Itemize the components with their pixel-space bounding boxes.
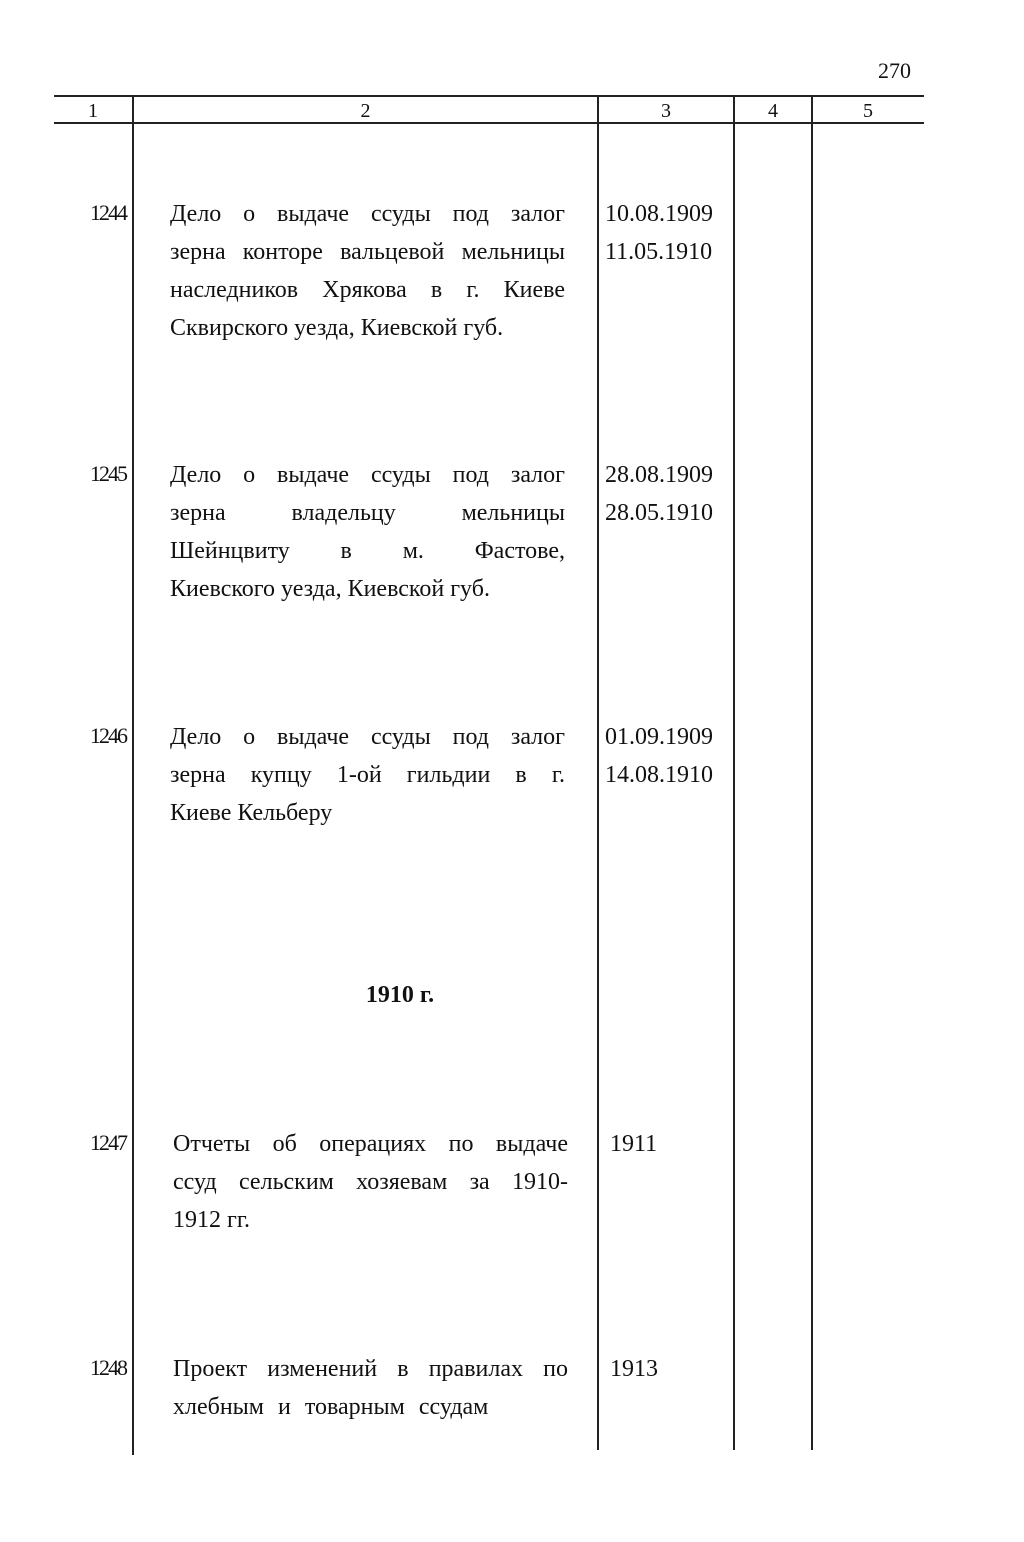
entry-number: 1248 xyxy=(90,1355,126,1380)
entry-description xyxy=(173,1350,568,1426)
column-divider xyxy=(733,95,735,1450)
entry-dates xyxy=(610,1125,657,1163)
date: 11.05.1910 xyxy=(605,239,713,265)
desc-line: наследников Хрякова в г. Киеве xyxy=(170,277,565,303)
desc-line: Киевского уезда, Киевской губ. xyxy=(170,576,490,602)
desc-line: Проект изменений в правилах по xyxy=(173,1356,568,1382)
entry-dates xyxy=(605,718,713,794)
desc-line: Киеве Кельберу xyxy=(170,800,333,826)
entry-dates xyxy=(610,1350,658,1388)
date: 1911 xyxy=(610,1131,658,1157)
entry-description xyxy=(170,456,565,608)
desc-line: ссуд сельским хозяевам за 1910- xyxy=(173,1169,568,1195)
date: 14.08.1910 xyxy=(605,762,713,788)
entry-description xyxy=(170,195,565,347)
entry-number: 1245 xyxy=(90,461,126,486)
column-divider xyxy=(811,95,813,1450)
desc-line: зерна конторе вальцевой мельницы xyxy=(170,239,565,265)
desc-line: Шейнцвиту в м. Фастове, xyxy=(170,538,565,564)
entry-dates xyxy=(605,456,713,532)
column-header-1: 1 xyxy=(88,100,98,122)
date: 01.09.1909 xyxy=(605,724,713,750)
column-divider xyxy=(597,95,599,1450)
desc-line: Дело о выдаче ссуды под залог xyxy=(170,462,565,488)
date: 28.05.1910 xyxy=(605,500,713,526)
entry-number: 1244 xyxy=(90,200,126,225)
column-header-2: 2 xyxy=(360,100,371,122)
column-divider xyxy=(132,95,134,1455)
page-number: 270 xyxy=(878,58,911,83)
column-header-4: 4 xyxy=(768,100,778,122)
desc-line: 1912 гг. xyxy=(173,1207,250,1233)
entry-description xyxy=(170,718,565,832)
entry-dates xyxy=(605,195,713,271)
entry-number: 1247 xyxy=(90,1130,126,1155)
column-header-5: 5 xyxy=(863,100,873,122)
date: 28.08.1909 xyxy=(605,462,713,488)
desc-line: Сквирского уезда, Киевской губ. xyxy=(170,315,504,341)
desc-line: Отчеты об операциях по выдаче xyxy=(173,1131,568,1157)
table-top-rule xyxy=(54,95,924,97)
entry-description xyxy=(173,1125,568,1239)
desc-line: зерна купцу 1-ой гильдии в г. xyxy=(170,762,565,788)
desc-line: зерна владельцу мельницы xyxy=(170,500,565,526)
section-heading: 1910 г. xyxy=(365,982,435,1008)
desc-line: хлебным и товарным ссудам xyxy=(173,1394,489,1420)
entry-number: 1246 xyxy=(90,723,126,748)
date: 1913 xyxy=(610,1356,658,1382)
desc-line: Дело о выдаче ссуды под залог xyxy=(170,724,565,750)
date: 10.08.1909 xyxy=(605,201,713,227)
desc-line: Дело о выдаче ссуды под залог xyxy=(170,201,565,227)
column-header-3: 3 xyxy=(661,100,671,122)
